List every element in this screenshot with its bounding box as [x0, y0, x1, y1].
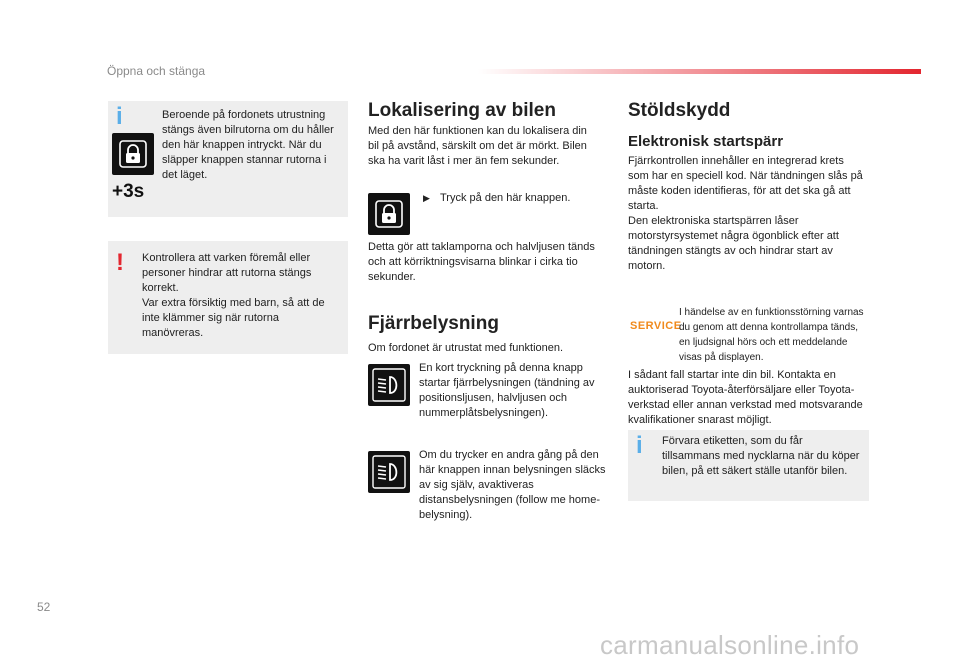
section-title-fjarrbelysning: Fjärrbelysning	[368, 313, 499, 334]
info-etikett-text: Förvara etiketten, som du får tillsammans med nycklarna när du köper bilen, på ett säkert ställe utanför bilen.	[662, 435, 860, 477]
headlight-button-icon	[368, 364, 410, 406]
warning-box-windows	[108, 241, 348, 354]
section-title-lokalisering: Lokalisering av bilen	[368, 100, 556, 121]
info-box-etikett	[628, 430, 869, 501]
warning-icon: !	[116, 249, 124, 276]
info-icon: i	[636, 432, 643, 459]
header-title: Öppna och stänga	[107, 64, 206, 78]
lokalisering-bullet: Tryck på den här knappen.	[440, 192, 571, 204]
headlight-button-icon	[368, 451, 410, 493]
warning-box-text: Kontrollera att varken föremål eller personer hindrar att rutorna stängs korrekt. Var extra försiktig med barn, så att de inte klämmer sig när rutorna manövreras.	[142, 252, 325, 339]
watermark: carmanualsonline.info	[600, 630, 860, 660]
section-title-stoldskydd: Stöldskydd	[628, 100, 731, 121]
info-box-text: Beroende på fordonets utrustning stängs även bilrutorna om du håller den här knappen intryckt. När du släpper knappen stannar rutorna i det läget.	[162, 109, 334, 181]
subtitle-startsparr: Elektronisk startspärr	[628, 133, 784, 150]
stoldskydd-text: Fjärrkontrollen innehåller en integrerad krets som har en speciell kod. När tändningen slås på måste koden identifieras, för att det ska gå att starta. Den elektroniska startspärren låser motorstyrsystemet några ögonblick efter att tändningen stängts av och hindrar start av motorn.	[628, 155, 863, 272]
lock-button-icon	[112, 133, 154, 175]
bullet-arrow-icon: ▶	[423, 193, 430, 203]
info-icon: i	[116, 103, 123, 130]
hold-3s-badge: +3s	[112, 181, 145, 202]
lokalisering-intro: Med den här funktionen kan du lokalisera din bil på avstånd, särskilt om det är mörkt. Bilen ska ha varit låst i mer än fem sekunder.	[368, 125, 587, 167]
fjarrbelysning-step1: En kort tryckning på denna knapp startar fjärrbelysningen (tändning av positionsljusen, halvljusen och nummerplåtsbelysningen).	[419, 362, 595, 419]
service-text: I händelse av en funktionsstörning varnas du genom att denna kontrollampa tänds, en ljudsignal hörs och ett meddelande visas på displayen.	[679, 307, 864, 363]
service-warning-icon: SERVICE	[630, 320, 682, 332]
stoldskydd-followup: I sådant fall startar inte din bil. Kontakta en auktoriserad Toyota-återförsäljare eller Toyota-verkstad eller annan verkstad med motsvarande kvalifikationer snarast möjligt.	[628, 369, 863, 426]
fjarrbelysning-intro: Om fordonet är utrustat med funktionen.	[368, 342, 564, 354]
lokalisering-result: Detta gör att taklamporna och halvljusen tänds och att körriktningsvisarna blinkar i cirka tio sekunder.	[368, 241, 595, 283]
lock-button-icon	[368, 193, 410, 235]
info-box-lock-windows	[108, 101, 348, 217]
fjarrbelysning-step2: Om du trycker en andra gång på den här knappen innan belysningen släcks av sig själv, avaktiveras distansbelysningen (follow me home-belysning).	[419, 449, 606, 521]
header-accent-line	[478, 69, 921, 74]
page-number: 52	[37, 600, 51, 614]
